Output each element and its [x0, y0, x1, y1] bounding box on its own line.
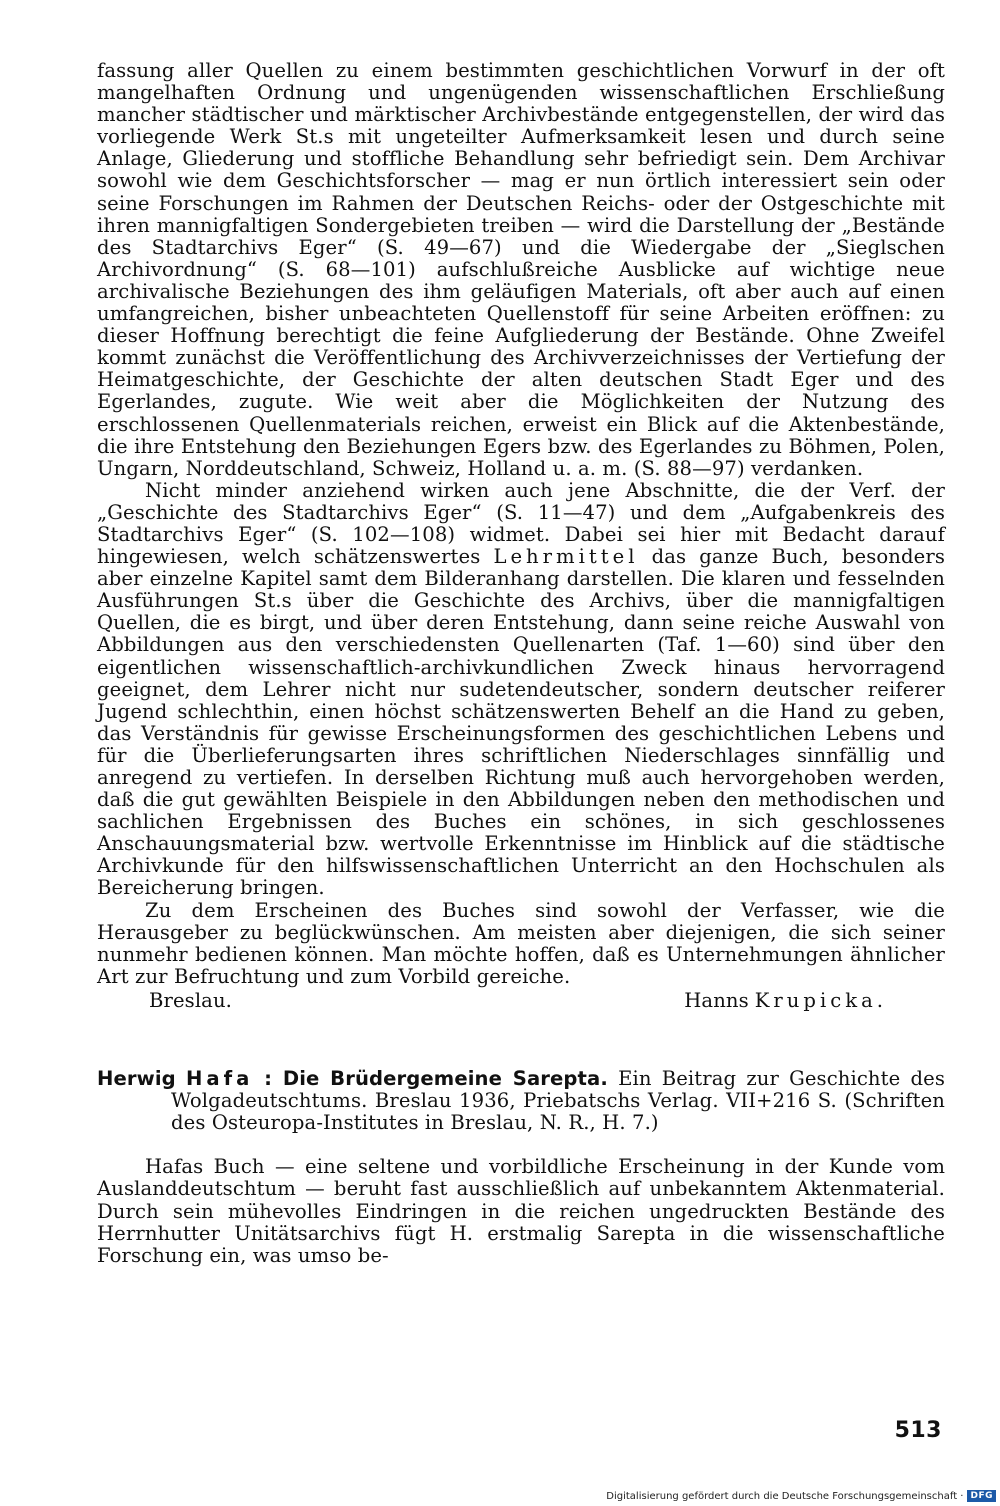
page-number: 513 [894, 1418, 942, 1443]
review2-title-sep: : [253, 1067, 283, 1091]
footer-text: Digitalisierung gefördert durch die Deutsche Forschungsgemeinschaft · [606, 1490, 964, 1502]
text-column [97, 60, 945, 1267]
review1-paragraph-1: fassung aller Quellen zu einem bestimmten geschichtlichen Vorwurf in der oft mangelhaften Ordnung und ungenügenden wissenschaftlichen Erschließung mancher städtischer und märktischer Archivbestände entgegenstellen, der wird das vorliegende Werk St.s mit ungeteilter Aufmerksamkeit lesen und durch seine Anlage, Gliederung und stoffliche Behandlung sehr befriedigt sein. Dem Archivar sowohl wie dem Geschichtsforscher — mag er nun örtlich interessiert sein oder seine Forschungen im Rahmen der Deutschen Reichs- oder der Ostgeschichte mit ihren mannigfaltigen Sondergebieten treiben — wird die Darstellung der „Bestände des Stadtarchivs Eger“ (S. 49—67) und die Wiedergabe der „Sieglschen Archivordnung“ (S. 68—101) aufschlußreiche Ausblicke auf wichtige neue archivalische Beziehungen des ihm geläufigen Materials, oft aber auch auf einen umfangreichen, bisher unbeachteten Quellenstoff für seine Arbeiten eröffnen: zu dieser Hoffnung berechtigt die feine Aufgliederung der Bestände. Ohne Zweifel kommt zunächst die Veröffentlichung des Archivverzeichnisses der Vertiefung der Heimatgeschichte, der Geschichte der alten deutschen Stadt Eger und des Egerlandes, zugute. Wie weit aber die Möglichkeiten der Nutzung des erschlossenen Quellenmaterials reichen, erweist ein Blick auf die Aktenbestände, die ihre Entstehung den Beziehungen Egers bzw. des Egerlandes zu Böhmen, Polen, Ungarn, Norddeutschland, Schweiz, Holland u. a. m. (S. 88—97) verdanken. [97, 59, 945, 480]
review2-body: Hafas Buch — eine seltene und vorbildliche Erscheinung in der Kunde vom Auslanddeutschtum — beruht fast ausschließlich auf unbekanntem Aktenmaterial. Durch sein mühevolles Eindringen in die reichen ungedruckten Bestände des Herrnhutter Unitätsarchivs fügt H. erstmalig Sarepta in die wissenschaftliche Forschung ein, was umso be- [97, 1155, 945, 1267]
review2-title: Die Brüdergemeine Sarepta. [282, 1067, 608, 1091]
review1-p2-text-b: das ganze Buch, besonders aber einzelne Kapitel samt dem Bilderanhang darstellen. Die klaren und fesselnden Ausführungen St.s über die Geschichte des Archivs, über die mannigfaltigen Quellen, die es birgt, und über deren Entstehung, dann seine reiche Auswahl von Abbildungen aus den verschiedensten Quellenarten (Taf. 1—60) sind über den eigentlichen wissenschaftlich-archivkundlichen Zweck hinaus hervorragend geeignet, dem Lehrer nicht nur sudetendeutscher, sondern deutscher reiferer Jugend schlechthin, einen höchst schätzenswerten Behelf an die Hand zu geben, das Verständnis für gewisse Erscheinungsformen des geschichtlichen Lebens und für die Überlieferungsarten ihres schriftlichen Niederschlages sinnfällig und anregend zu vertiefen. In derselben Richtung muß auch hervorgehoben werden, daß die gut gewählten Beispiele in den Abbildungen neben den methodischen und sachlichen Ergebnissen des Buches ein schönes, in sich geschlossenes Anschauungsmaterial bzw. wertvolle Erkenntnisse im Hinblick auf die städtische Archivkunde für den hilfswissenschaftlichen Unterricht an den Hochschulen als Bereicherung bringen. [97, 545, 945, 900]
signature-place: Breslau. [149, 988, 233, 1012]
signature-author [684, 990, 887, 1012]
review2-header [97, 1068, 945, 1134]
review1-paragraph-2 [97, 480, 945, 900]
review1-paragraph-3: Zu dem Erscheinen des Buches sind sowohl der Verfasser, wie die Herausgeber zu beglückwünschen. Am meisten aber diejenigen, die sich seiner nunmehr bedienen können. Man möchte hoffen, daß es Unternehmungen ähnlicher Art zur Befruchtung und zum Vorbild gereiche. [97, 898, 945, 988]
review1-signature [97, 990, 945, 1012]
review2-author-last: Hafa [185, 1067, 254, 1091]
signature-author-last: Krupicka. [754, 988, 887, 1012]
dfg-logo-icon: DFG [967, 1490, 996, 1502]
review1-p2-text-a: Nicht minder anziehend wirken auch jene Abschnitte, die der Verf. der „Geschichte des Stadtarchivs Eger“ (S. 11—47) und dem „Aufgabenkreis des Stadtarchivs Eger“ (S. 102—108) widmet. Dabei sei hier mit Bedacht darauf hingewiesen, welch schätzenswertes [97, 478, 945, 569]
review2-biblio: Ein Beitrag zur Geschichte des Wolgadeutschtums. Breslau 1936, Priebatschs Verlag. VII+216 S. (Schriften des Osteuropa-Institutes in Breslau, N. R., H. 7.) [171, 1067, 945, 1135]
footer-credit [606, 1490, 996, 1502]
lehrmittel-spaced: Lehrmittel [493, 545, 639, 569]
review2-author-first: Herwig [97, 1067, 176, 1091]
signature-author-first: Hanns [684, 988, 749, 1012]
